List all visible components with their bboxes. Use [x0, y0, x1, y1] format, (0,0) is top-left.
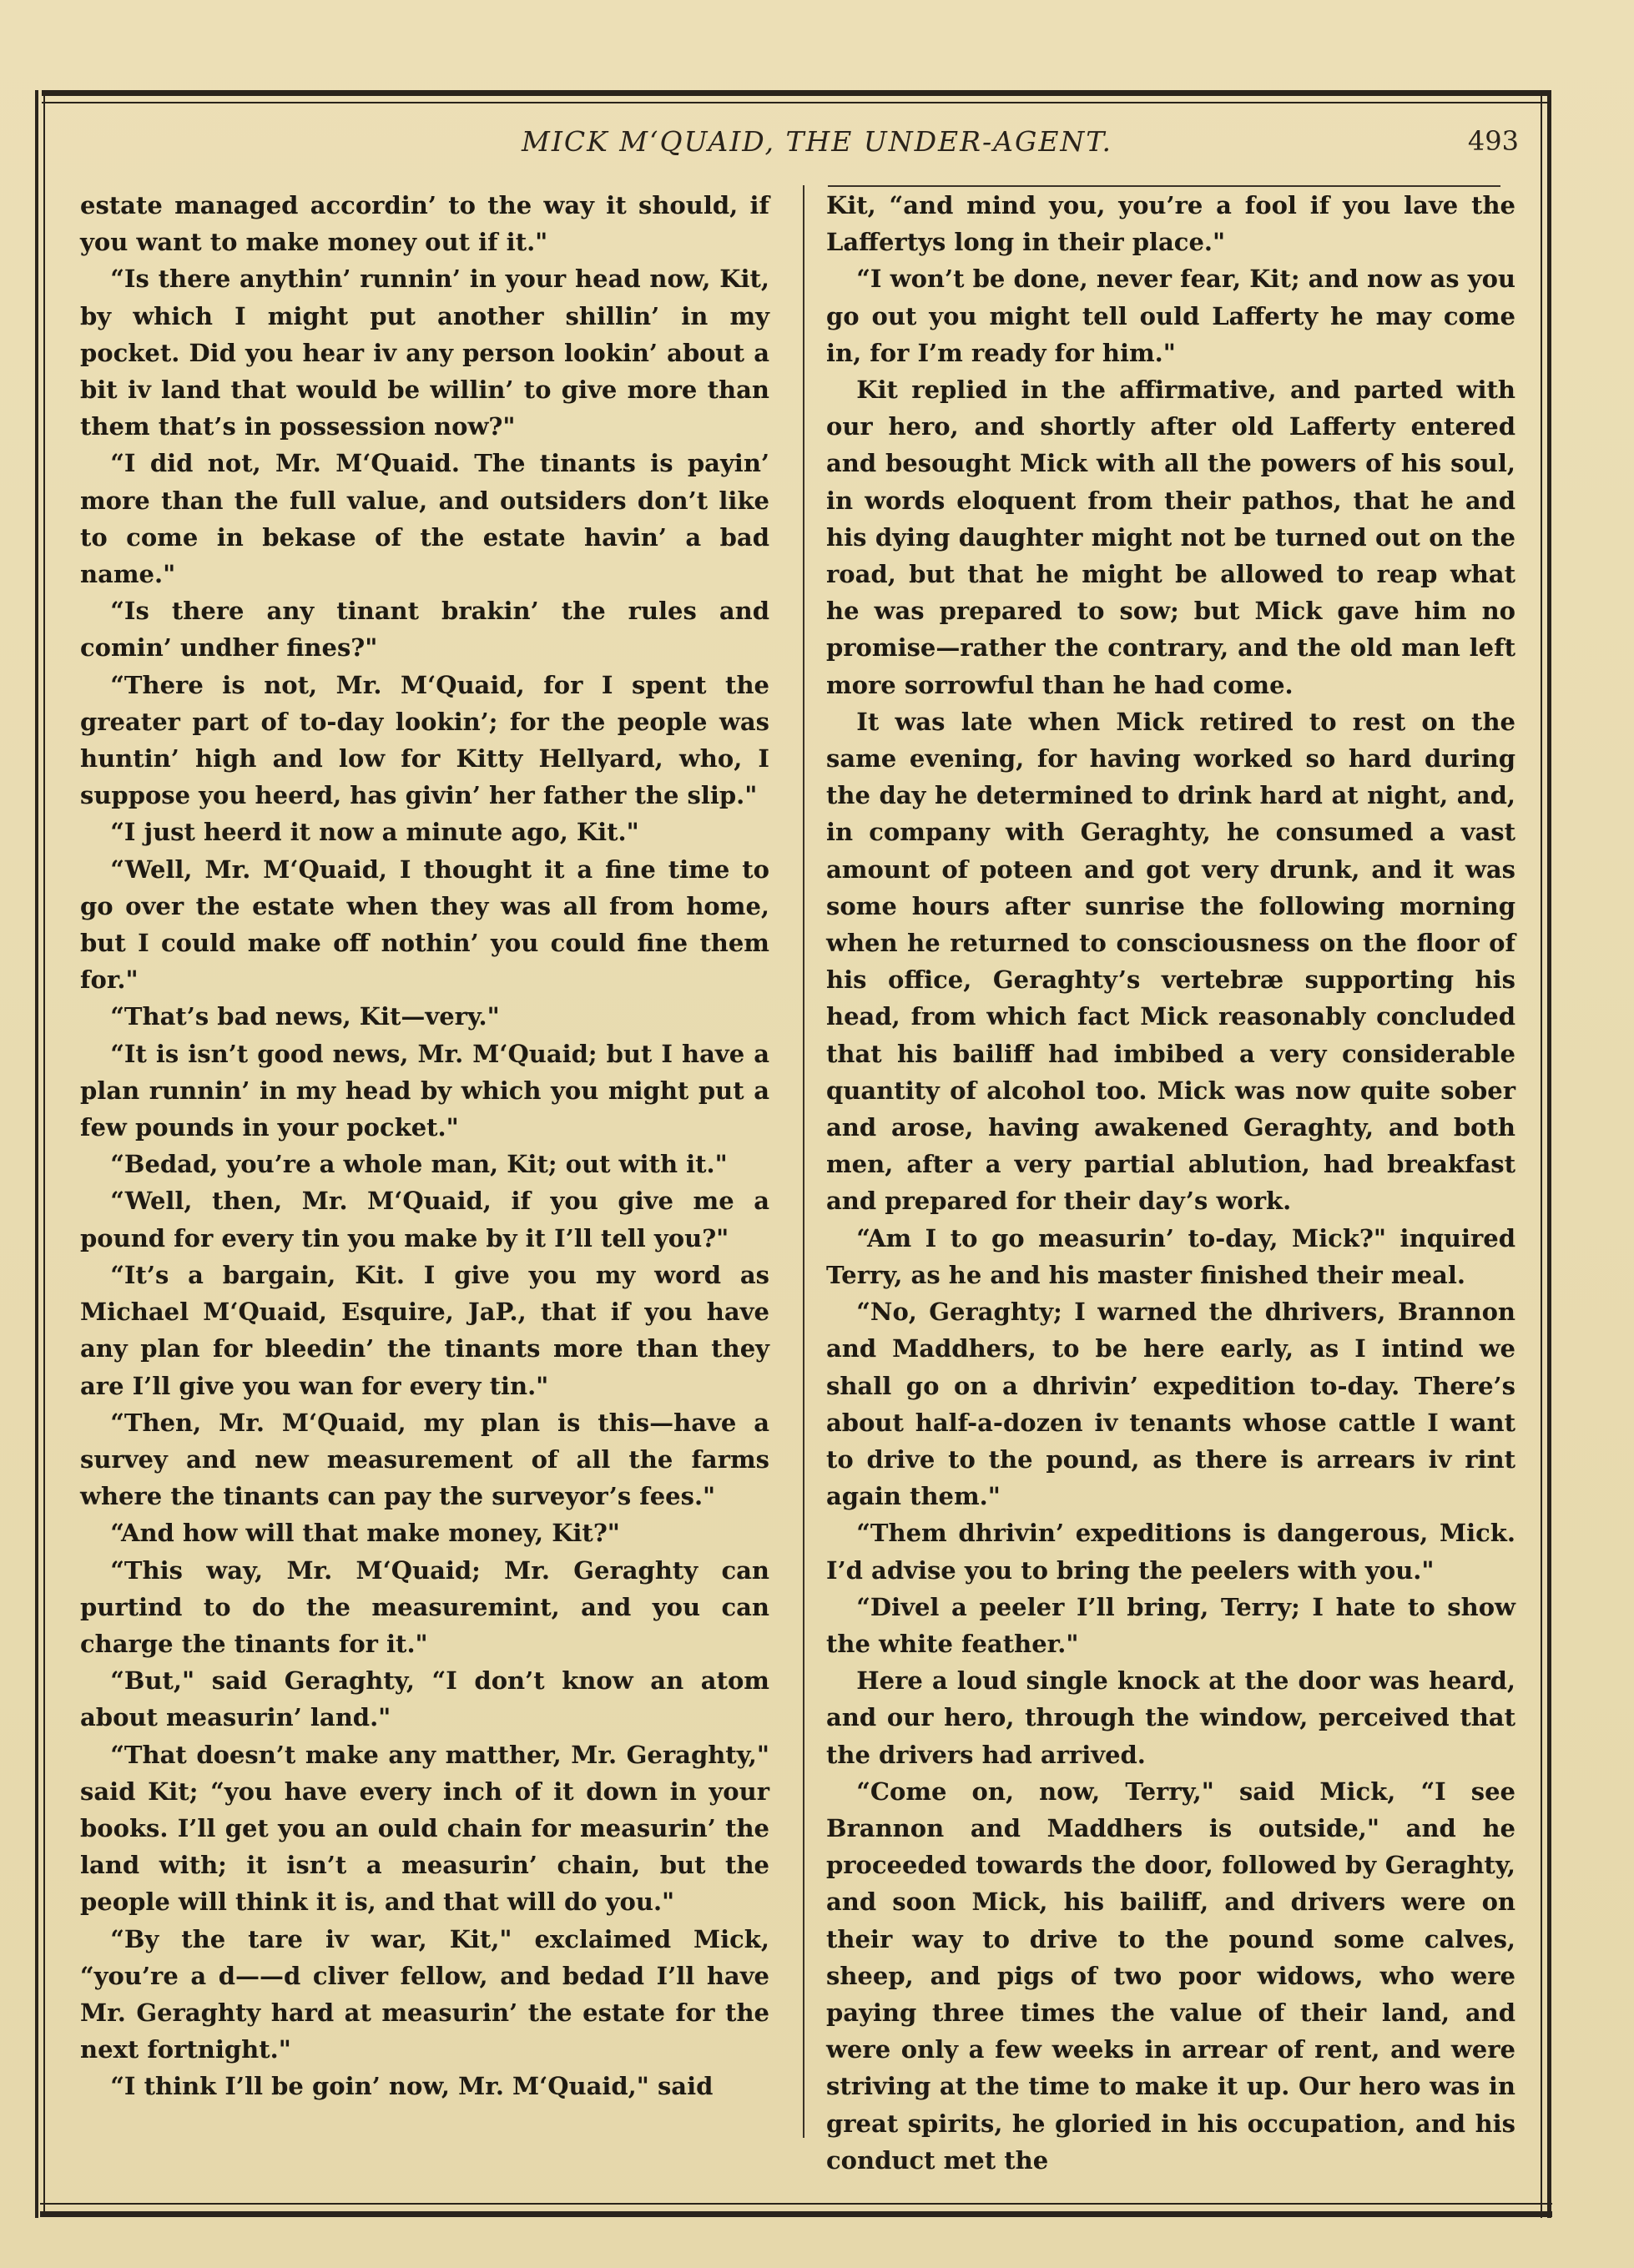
- paragraph: “Well, then, Mr. M‘Quaid, if you give me a pound for every tin you make by it I’ll tell you?": [80, 1187, 769, 1252]
- frame-rule-left: [35, 90, 38, 2218]
- frame-rule-right-thin: [1541, 90, 1542, 2218]
- paragraph: “Then, Mr. M‘Quaid, my plan is this—have a survey and new measurement of all the farms where the tinants can pay the surveyor’s fees.": [80, 1408, 769, 1511]
- paragraph: “I did not, Mr. M‘Quaid. The tinants is payin’ more than the full value, and outsiders don’t like to come in bekase of the estate havin’ a bad name.": [80, 449, 769, 589]
- frame-rule-right: [1547, 90, 1551, 2218]
- running-title: MICK M‘QUAID, THE UNDER-AGENT.: [522, 125, 1112, 158]
- paragraph: “And how will that make money, Kit?": [110, 1519, 620, 1548]
- page-number: 493: [1467, 125, 1519, 157]
- paragraph: “By the tare iv war, Kit," exclaimed Mick, “you’re a d——d cliver fellow, and bedad I’ll have Mr. Geraghty hard at measurin’ the estate for the next fortnight.": [80, 1924, 769, 2064]
- frame-rule-bottom: [40, 2211, 1552, 2217]
- paragraph: “That doesn’t make any matther, Mr. Geraghty," said Kit; “you have every inch of it down in your books. I’ll get you an ould chain for measurin’ the land with; it isn’t a measurin’ chain, but the people will think it is, and that will do you.": [80, 1740, 769, 1917]
- paragraph: “There is not, Mr. M‘Quaid, for I spent the greater part of to-day lookin’; for the people was huntin’ high and low for Kitty Hellyard, who, I suppose you heerd, has givin’ her father the slip.": [80, 670, 769, 810]
- paragraph: “Them dhrivin’ expeditions is dangerous, Mick. I’d advise you to bring the peelers with you.": [826, 1519, 1515, 1585]
- paragraph: estate managed accordin’ to the way it should, if you want to make money out if it.": [80, 191, 769, 257]
- paragraph: It was late when Mick retired to rest on the same evening, for having worked so hard during the day he determined to drink hard at night, and, in company with Geraghty, he consumed a vast amount of poteen and got very drunk, and it was some hours after sunrise the following morning when he returned to consciousness on the floor of his office, Geraghty’s vertebræ supporting his head, from which fact Mick reasonably concluded that his bailiff had imbibed a very considerable quantity of alcohol too. Mick was now quite sober and arose, having awakened Geraghty, and both men, after a very partial ablution, had breakfast and prepared for their day’s work.: [826, 707, 1515, 1216]
- paragraph: “Divel a peeler I’ll bring, Terry; I hate to show the white feather.": [826, 1592, 1515, 1658]
- paragraph: “It is isn’t good news, Mr. M‘Quaid; but I have a plan runnin’ in my head by which you might put a few pounds in your pocket.": [80, 1039, 769, 1142]
- paragraph: “But," said Geraghty, “I don’t know an atom about measurin’ land.": [80, 1666, 769, 1732]
- paragraph: “Is there any tinant brakin’ the rules and comin’ undher fines?": [80, 597, 769, 663]
- frame-rule-top-thin: [42, 102, 1549, 103]
- column-divider: [803, 185, 804, 2138]
- paragraph: “Am I to go measurin’ to-day, Mick?" inquired Terry, as he and his master finished their meal.: [826, 1223, 1515, 1289]
- paragraph: “I think I’ll be goin’ now, Mr. M‘Quaid," said: [110, 2072, 714, 2101]
- paragraph: “This way, Mr. M‘Quaid; Mr. Geraghty can purtind to do the measuremint, and you can charge the tinants for it.": [80, 1555, 769, 1658]
- paragraph: “No, Geraghty; I warned the dhrivers, Brannon and Maddhers, to be here early, as I intind we shall go on a dhrivin’ expedition to-day. There’s about half-a-dozen iv tenants whose cattle I want to drive to the pound, as there is arrears iv rint again them.": [826, 1298, 1515, 1511]
- paragraph: “Come on, now, Terry," said Mick, “I see Brannon and Maddhers is outside," and he proceeded towards the door, followed by Geraghty, and soon Mick, his bailiff, and drivers were on their way to drive to the pound some calves, sheep, and pigs of two poor widows, who were paying three times the value of their land, and were only a few weeks in arrear of rent, and were striving at the time to make it up. Our hero was in great spirits, he gloried in his occupation, and his conduct met the: [826, 1777, 1515, 2175]
- frame-rule-top: [42, 90, 1549, 96]
- paragraph: Kit replied in the affirmative, and parted with our hero, and shortly after old Lafferty entered and besought Mick with all the powers of his soul, in words eloquent from their pathos, that he and his dying daughter might not be turned out on the road, but that he might be allowed to reap what he was prepared to sow; but Mick gave him no promise—rather the contrary, and the old man left more sorrowful than he had come.: [826, 375, 1515, 699]
- paragraph: “Well, Mr. M‘Quaid, I thought it a fine time to go over the estate when they was all from home, but I could make off nothin’ you could fine them for.": [80, 854, 769, 995]
- paragraph: “That’s bad news, Kit—very.": [110, 1002, 500, 1031]
- right-column: [826, 187, 1515, 2179]
- left-column: [80, 187, 769, 2105]
- paragraph: Kit, “and mind you, you’re a fool if you lave the Laffertys long in their place.": [826, 191, 1515, 257]
- paragraph: “It’s a bargain, Kit. I give you my word as Michael M‘Quaid, Esquire, JaP., that if you have any plan for bleedin’ the tinants more than they are I’ll give you wan for every tin.": [80, 1260, 769, 1400]
- frame-rule-left-thin: [43, 93, 45, 2213]
- paragraph: “I won’t be done, never fear, Kit; and now as you go out you might tell ould Lafferty he may come in, for I’m ready for him.": [826, 265, 1515, 367]
- paragraph: “Bedad, you’re a whole man, Kit; out with it.": [110, 1150, 728, 1179]
- paragraph: Here a loud single knock at the door was heard, and our hero, through the window, perceived that the drivers had arrived.: [826, 1666, 1515, 1769]
- frame-rule-bottom-thin: [40, 2203, 1552, 2205]
- paragraph: “I just heerd it now a minute ago, Kit.": [110, 818, 639, 847]
- paragraph: “Is there anythin’ runnin’ in your head now, Kit, by which I might put another shillin’ in my pocket. Did you hear iv any person lookin’ about a bit iv land that would be willin’ to give more than them that’s in possession now?": [80, 265, 769, 441]
